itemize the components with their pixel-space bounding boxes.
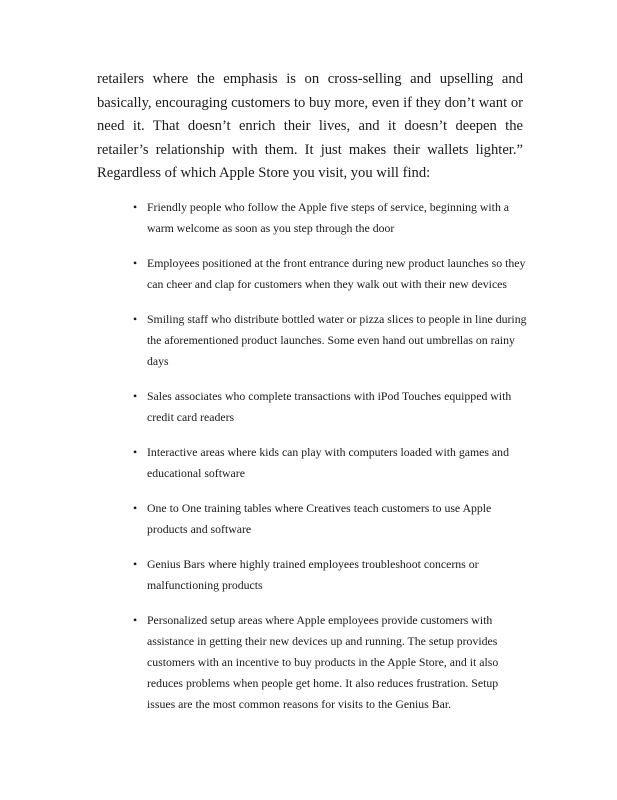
list-item (0, 253, 617, 295)
list-item-text: Employees positioned at the front entrance during new product launches so they can cheer and clap for customers when they walk out with their new devices (147, 256, 526, 291)
list-item (0, 386, 617, 428)
list-item (0, 197, 617, 239)
list-item-text: Smiling staff who distribute bottled water or pizza slices to people in line during the aforementioned product launches. Some even hand out umbrellas on rainy days (147, 312, 527, 368)
bullet-icon: • (133, 613, 138, 627)
list-item (0, 498, 617, 540)
bullet-icon: • (133, 312, 138, 326)
bullet-icon: • (133, 389, 138, 403)
bullet-icon: • (133, 256, 138, 270)
list-item-text: Personalized setup areas where Apple employees provide customers with assistance in getting their new devices up and running. The setup provides customers with an incentive to buy products in the Apple Store, and it also reduces problems when people get home. It also reduces frustration. Setup issues are the most common reasons for visits to the Genius Bar. (147, 613, 499, 711)
intro-paragraph: retailers where the emphasis is on cross-selling and upselling and basically, encouraging customers to buy more, even if they don’t want or need it. That doesn’t enrich their lives, and it doesn’t deepen the retailer’s relationship with them. It just makes their wallets lighter.” Regardless of which Apple Store you visit, you will find: (97, 71, 523, 181)
bullet-icon: • (133, 557, 138, 571)
bullet-icon: • (133, 445, 138, 459)
bullet-list (0, 197, 617, 729)
bullet-icon: • (133, 501, 138, 515)
list-item-text: Sales associates who complete transactions with iPod Touches equipped with credit card readers (147, 389, 512, 424)
bullet-icon: • (133, 200, 138, 214)
list-item-text: One to One training tables where Creatives teach customers to use Apple products and software (147, 501, 492, 536)
list-item-text: Interactive areas where kids can play with computers loaded with games and educational software (147, 445, 509, 480)
list-item (0, 554, 617, 596)
list-item-text: Genius Bars where highly trained employees troubleshoot concerns or malfunctioning products (147, 557, 479, 592)
list-item-text: Friendly people who follow the Apple five steps of service, beginning with a warm welcome as soon as you step through the door (147, 200, 510, 235)
list-item (0, 610, 617, 715)
list-item (0, 309, 617, 372)
list-item (0, 442, 617, 484)
